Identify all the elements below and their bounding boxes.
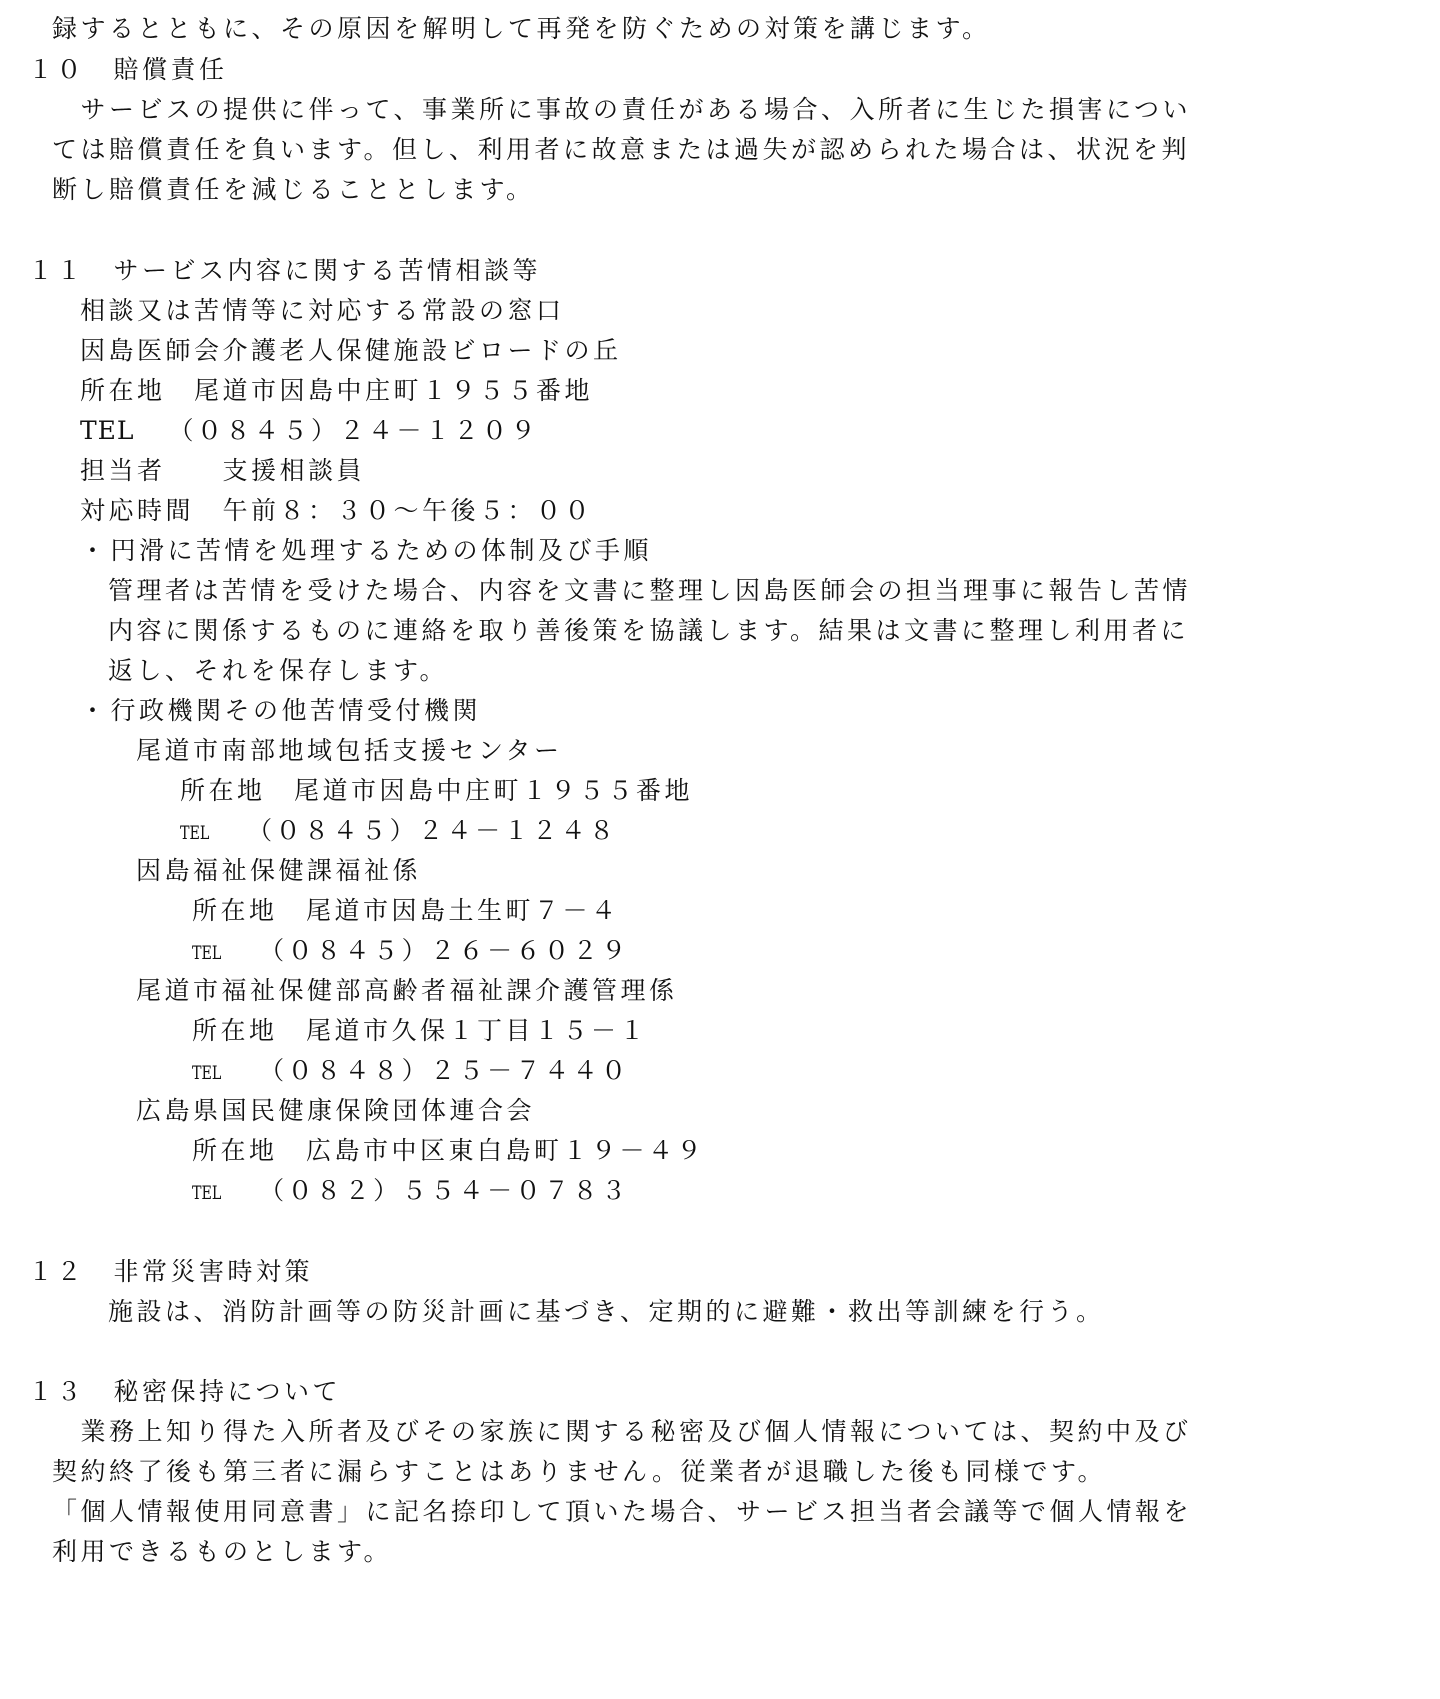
agency-tel-row xyxy=(192,1176,630,1208)
facility-name: 因島医師会介護老人保健施設ビロードの丘 xyxy=(80,336,622,365)
bullet-agencies-title xyxy=(80,696,481,726)
facility-address-row xyxy=(80,376,593,406)
section-11-number: １１ xyxy=(28,256,86,285)
agency-tel: （０８４５）２４－１２４８ xyxy=(247,816,618,845)
section-10-heading xyxy=(28,55,228,85)
agency-tel: （０８４５）２６－６０２９ xyxy=(259,936,630,965)
staff-value: 支援相談員 xyxy=(222,456,366,485)
section-10-number: １０ xyxy=(28,55,86,84)
section-12-title: 非常災害時対策 xyxy=(113,1257,314,1286)
agency-address-row xyxy=(192,1016,648,1046)
section-13-body-line: 契約終了後も第三者に漏らすことはありません。従業者が退職した後も同様です。 xyxy=(52,1457,1107,1486)
section-13-body-line: 「個人情報使用同意書」に記名捺印して頂いた場合、サービス担当者会議等で個人情報を xyxy=(52,1497,1193,1526)
section-10-body-line: サービスの提供に伴って、事業所に事故の責任がある場合、入所者に生じた損害につい xyxy=(52,95,1192,124)
section-13-number: １３ xyxy=(28,1377,86,1406)
agency-name: 因島福祉保健課福祉係 xyxy=(136,856,422,885)
agency-tel: （０８４８）２５－７４４０ xyxy=(259,1056,630,1085)
section-13-heading xyxy=(28,1377,341,1407)
section-11-title: サービス内容に関する苦情相談等 xyxy=(113,256,542,285)
tel-label: TEL xyxy=(192,1182,222,1204)
section-10-title: 賠償責任 xyxy=(113,55,228,84)
tel-label: TEL xyxy=(80,416,135,445)
section-10-body-line: 断し賠償責任を減じることとします。 xyxy=(52,175,535,204)
procedure-body-line: 返し、それを保存します。 xyxy=(108,656,449,685)
staff-label: 担当者 xyxy=(80,456,166,485)
procedure-body-line: 内容に関係するものに連絡を取り善後策を協議します。結果は文書に整理し利用者に xyxy=(108,616,1190,645)
tel-label: TEL xyxy=(192,1062,222,1084)
bullet-procedure-title xyxy=(80,536,652,566)
hours-value: 午前８：３０～午後５：００ xyxy=(222,496,594,525)
facility-tel-row xyxy=(80,416,539,446)
agency-tel-row xyxy=(192,936,630,968)
staff-row xyxy=(80,456,365,486)
agency-address-row xyxy=(192,1136,705,1166)
section-12-heading xyxy=(28,1257,313,1287)
section-13-body-line: 業務上知り得た入所者及びその家族に関する秘密及び個人情報については、契約中及び xyxy=(52,1417,1192,1446)
intro-continuation: 録するとともに、その原因を解明して再発を防ぐための対策を講じます。 xyxy=(52,14,991,43)
section-11-heading xyxy=(28,256,541,286)
tel-label: TEL xyxy=(180,822,210,844)
agency-name: 尾道市福祉保健部高齢者福祉課介護管理係 xyxy=(136,976,678,1005)
section-12-body: 施設は、消防計画等の防災計画に基づき、定期的に避難・救出等訓練を行う。 xyxy=(108,1297,1105,1326)
bullet-dot: ・ xyxy=(80,536,109,565)
address-label: 所在地 xyxy=(192,1136,278,1165)
section-12-number: １２ xyxy=(28,1257,86,1286)
address-label: 所在地 xyxy=(80,376,166,405)
complaint-window-label: 相談又は苦情等に対応する常設の窓口 xyxy=(80,296,565,325)
agency-address: 広島市中区東白島町１９－４９ xyxy=(306,1136,706,1165)
agency-address: 尾道市久保１丁目１５－１ xyxy=(306,1016,649,1045)
agency-address-row xyxy=(192,896,620,926)
agency-tel-row xyxy=(180,816,618,848)
agency-address: 尾道市因島中庄町１９５５番地 xyxy=(294,776,694,805)
agency-address-row xyxy=(180,776,693,806)
tel-label: TEL xyxy=(192,942,222,964)
address-label: 所在地 xyxy=(192,1016,278,1045)
agency-name: 尾道市南部地域包括支援センター xyxy=(136,736,563,765)
section-13-title: 秘密保持について xyxy=(113,1377,342,1406)
section-10-body-line: ては賠償責任を負います。但し、利用者に故意または過失が認められた場合は、状況を判 xyxy=(52,135,1191,164)
agency-tel: （０８２）５５４－０７８３ xyxy=(259,1176,630,1205)
bullet-agencies-text: 行政機関その他苦情受付機関 xyxy=(110,696,482,725)
facility-tel: （０８４５）２４－１２０９ xyxy=(168,416,540,445)
bullet-procedure-text: 円滑に苦情を処理するための体制及び手順 xyxy=(110,536,653,565)
agency-tel-row xyxy=(192,1056,630,1088)
hours-label: 対応時間 xyxy=(80,496,195,525)
address-label: 所在地 xyxy=(192,896,278,925)
procedure-body-line: 管理者は苦情を受けた場合、内容を文書に整理し因島医師会の担当理事に報告し苦情 xyxy=(108,576,1192,605)
bullet-dot: ・ xyxy=(80,696,109,725)
agency-address: 尾道市因島土生町７－４ xyxy=(306,896,620,925)
facility-address: 尾道市因島中庄町１９５５番地 xyxy=(194,376,594,405)
section-13-body-line: 利用できるものとします。 xyxy=(52,1537,393,1566)
agency-name: 広島県国民健康保険団体連合会 xyxy=(136,1096,536,1125)
address-label: 所在地 xyxy=(180,776,266,805)
hours-row xyxy=(80,496,593,526)
